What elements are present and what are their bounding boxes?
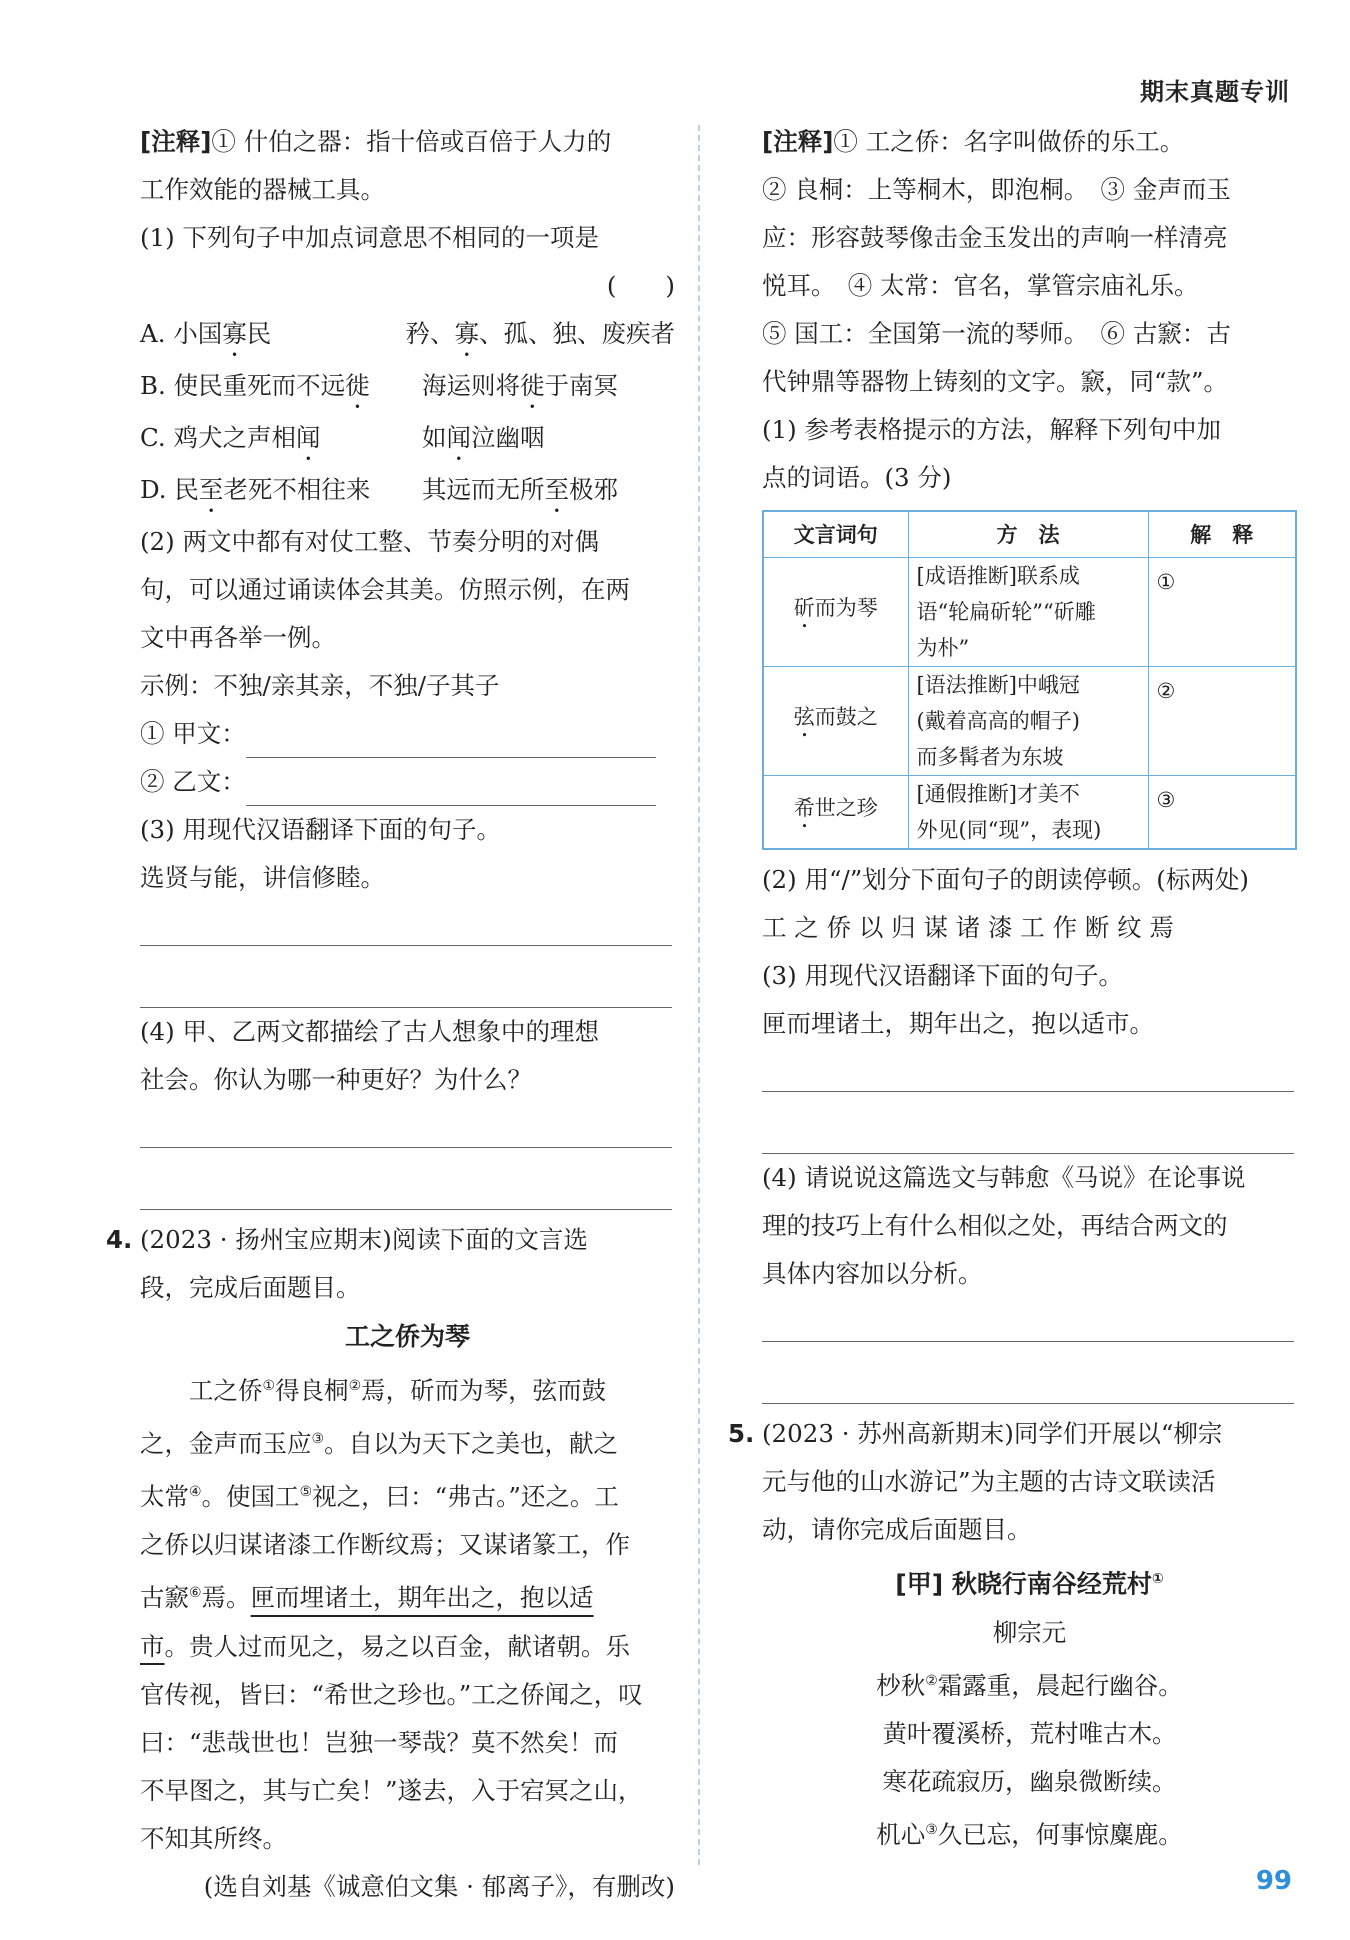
method-cell: [通假推断]才美不 外见(同“现”，表现) xyxy=(908,775,1148,849)
text-line: 古窾⑥焉。匣而埋诸土，期年出之，抱以适 xyxy=(140,1583,594,1613)
answer-line[interactable] xyxy=(140,1104,672,1148)
answer-blank[interactable] xyxy=(246,778,656,806)
question-1-cont: 点的词语。(3 分) xyxy=(762,463,952,492)
question-1: (1) 下列句子中加点词意思不相同的一项是 xyxy=(140,223,599,252)
poem-line: 黄叶覆溪桥，荒村唯古木。 xyxy=(882,1718,1177,1748)
text-line: 官传视，皆曰：“希世之珍也。”工之侨闻之，叹 xyxy=(140,1679,643,1709)
text-line: 不知其所终。 xyxy=(140,1823,287,1853)
note-tag: [注释] xyxy=(762,127,834,156)
word-cell: 斫而为琴 xyxy=(763,557,908,666)
answer-bracket-line xyxy=(140,262,675,310)
table-header-cell: 文言词句 xyxy=(763,511,908,557)
source-line: (选自刘基《诚意伯文集 · 郁离子》，有删改) xyxy=(203,1871,675,1901)
table-header-row xyxy=(763,511,1296,557)
answer-line[interactable] xyxy=(140,902,672,946)
poem-line: 机心③久已忘，何事惊麋鹿。 xyxy=(876,1820,1183,1850)
passage-intro: (2023 · 扬州宝应期末)阅读下面的文言选 xyxy=(140,1225,588,1254)
note-line: 悦耳。 ④ 太常：官名，掌管宗庙礼乐。 xyxy=(762,271,1199,300)
text-line: 曰：“悲哉世也！岂独一琴哉？莫不然矣！而 xyxy=(140,1727,619,1757)
text-line: 工之侨①得良桐②焉，斫而为琴，弦而鼓 xyxy=(189,1376,607,1406)
passage-intro: 段，完成后面题目。 xyxy=(140,1273,361,1302)
column-divider xyxy=(698,125,700,1865)
table-row xyxy=(763,775,1296,849)
text-line: 不早图之，其与亡矣！”遂去，入于宕冥之山， xyxy=(140,1775,643,1805)
note-line: [注释]① 工之侨：名字叫做侨的乐工。 xyxy=(762,127,1185,156)
poem-title: [甲] 秋晓行南谷经荒村① xyxy=(895,1568,1164,1598)
blank-jia xyxy=(140,710,675,758)
note-tag: [注释] xyxy=(140,127,212,156)
text-title: 工之侨为琴 xyxy=(344,1322,470,1351)
answer-line[interactable] xyxy=(762,1110,1294,1154)
question-number: 4. xyxy=(106,1225,133,1254)
answer-line[interactable] xyxy=(140,1166,672,1210)
blank-label: ② 乙文： xyxy=(140,767,246,796)
table-header-cell: 解 释 xyxy=(1148,511,1296,557)
table-body xyxy=(763,557,1296,849)
answer-cell[interactable]: ③ xyxy=(1148,775,1296,849)
poem-line: 杪秋②霜露重，晨起行幽谷。 xyxy=(876,1670,1183,1700)
question-3: (3) 用现代汉语翻译下面的句子。 xyxy=(762,960,1123,990)
method-table xyxy=(762,510,1297,850)
word-cell: 弦而鼓之 xyxy=(763,666,908,775)
translate-sentence: 匣而埋诸土，期年出之，抱以适市。 xyxy=(762,1008,1154,1038)
question-2-cont: 句，可以通过诵读体会其美。仿照示例，在两 xyxy=(140,575,630,604)
answer-cell[interactable]: ① xyxy=(1148,557,1296,666)
answer-line[interactable] xyxy=(762,1298,1294,1342)
right-column xyxy=(728,118,1297,1859)
left-column xyxy=(106,118,675,1911)
option-item[interactable]: C. 鸡犬之声相闻 如闻泣幽咽 xyxy=(140,423,545,452)
passage-intro: (2023 · 苏州高新期末)同学们开展以“柳宗 xyxy=(762,1418,1223,1448)
passage-intro: 元与他的山水游记”为主题的古诗文联读活 xyxy=(762,1466,1216,1496)
question-4: (4) 请说说这篇选文与韩愈《马说》在论事说 xyxy=(762,1162,1246,1192)
question-2: (2) 用“/”划分下面句子的朗读停顿。(标两处) xyxy=(762,864,1249,894)
question-4-cont: 理的技巧上有什么相似之处，再结合两文的 xyxy=(762,1210,1228,1240)
answer-blank[interactable] xyxy=(246,730,656,758)
note-line: ② 良桐：上等桐木，即泡桐。 ③ 金声而玉 xyxy=(762,175,1231,204)
question-2: (2) 两文中都有对仗工整、节奏分明的对偶 xyxy=(140,527,599,556)
passage-5 xyxy=(728,1410,1297,1860)
underlined-sentence: 市 xyxy=(140,1631,165,1661)
note-line: 工作效能的器械工具。 xyxy=(140,175,385,204)
page-header: 期末真题专训 xyxy=(1140,78,1290,106)
translate-sentence: 选贤与能，讲信修睦。 xyxy=(140,863,385,892)
question-2-cont: 文中再各举一例。 xyxy=(140,623,336,652)
text-line: 太常④。使国工⑤视之，曰：“弗古。”还之。工 xyxy=(140,1482,619,1512)
passage-4 xyxy=(106,1216,675,1911)
example-line: 示例：不独/亲其亲，不独/子其子 xyxy=(140,671,500,700)
note-line: ⑤ 国工：全国第一流的琴师。 ⑥ 古窾：古 xyxy=(762,319,1231,348)
passage-intro: 动，请你完成后面题目。 xyxy=(762,1514,1032,1544)
question-4-cont: 社会。你认为哪一种更好？为什么？ xyxy=(140,1065,532,1094)
poem-line: 寒花疏寂历，幽泉微断续。 xyxy=(882,1766,1177,1796)
answer-line[interactable] xyxy=(762,1360,1294,1404)
question-4: (4) 甲、乙两文都描绘了古人想象中的理想 xyxy=(140,1017,599,1046)
poem-author: 柳宗元 xyxy=(992,1617,1067,1647)
table-header-cell: 方 法 xyxy=(908,511,1148,557)
table-row xyxy=(763,666,1296,775)
answer-cell[interactable]: ② xyxy=(1148,666,1296,775)
option-item[interactable]: A. 小国寡民 矜、寡、孤、独、废疾者 xyxy=(140,319,675,348)
question-1: (1) 参考表格提示的方法，解释下列句中加 xyxy=(762,415,1221,444)
text-line: 之侨以归谋诸漆工作断纹焉；又谋诸篆工，作 xyxy=(140,1530,630,1560)
option-item[interactable]: D. 民至老死不相往来 其远而无所至极邪 xyxy=(140,475,618,504)
answer-bracket[interactable]: ( ) xyxy=(606,271,675,300)
note-line xyxy=(140,118,675,166)
method-cell: [语法推断]中峨冠 (戴着高高的帽子) 而多髯者为东坡 xyxy=(908,666,1148,775)
question-3: (3) 用现代汉语翻译下面的句子。 xyxy=(140,815,501,844)
note-line: 应：形容鼓琴像击金玉发出的声响一样清亮 xyxy=(762,223,1228,252)
option-item[interactable]: B. 使民重死而不远徙 海运则将徙于南冥 xyxy=(140,371,618,400)
blank-label: ① 甲文： xyxy=(140,719,246,748)
pause-sentence[interactable]: 工 之 侨 以 归 谋 诸 漆 工 作 断 纹 焉 xyxy=(762,912,1174,942)
answer-line[interactable] xyxy=(762,1048,1294,1092)
question-4-cont: 具体内容加以分析。 xyxy=(762,1258,983,1288)
note-text: ① 什伯之器：指十倍或百倍于人力的 xyxy=(211,127,612,156)
answer-line[interactable] xyxy=(140,964,672,1008)
text-line: 市。贵人过而见之，易之以百金，献诸朝。乐 xyxy=(140,1631,630,1661)
word-cell: 希世之珍 xyxy=(763,775,908,849)
option-list xyxy=(140,310,675,518)
table-row xyxy=(763,557,1296,666)
page-number: 99 xyxy=(1255,1866,1292,1896)
question-number: 5. xyxy=(728,1418,755,1448)
blank-yi xyxy=(140,758,675,806)
text-line: 之，金声而玉应③。自以为天下之美也，献之 xyxy=(140,1429,619,1459)
underlined-sentence: 匣而埋诸土，期年出之，抱以适 xyxy=(250,1583,594,1613)
note-line: 代钟鼎等器物上铸刻的文字。窾，同“款”。 xyxy=(762,367,1229,396)
method-cell: [成语推断]联系成 语“轮扁斫轮”“斫雕 为朴” xyxy=(908,557,1148,666)
